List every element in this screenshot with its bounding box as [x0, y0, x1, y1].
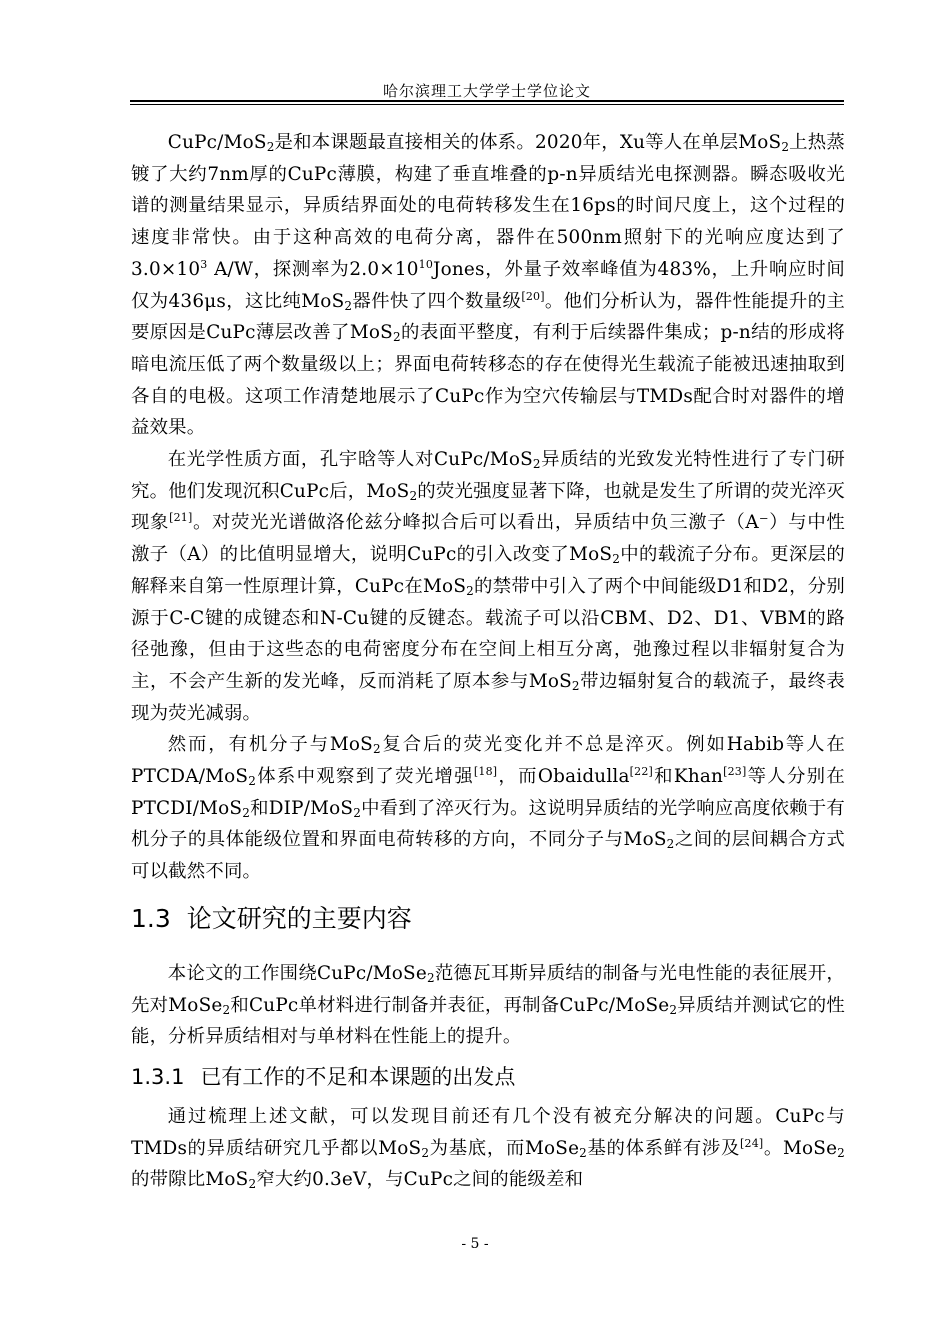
citation: [24]	[740, 1136, 764, 1150]
citation: [22]	[629, 765, 654, 779]
citation: [20]	[521, 289, 545, 303]
subsection-title: 已有工作的不足和本课题的出发点	[200, 1064, 516, 1089]
page-body	[131, 127, 845, 1196]
header-rule	[130, 100, 844, 105]
page-header: 哈尔滨理工大学学士学位论文	[382, 82, 591, 100]
subsection-number: 1.3.1	[131, 1064, 185, 1089]
citation: [21]	[169, 511, 193, 525]
section-heading	[131, 898, 845, 940]
subsection-heading	[131, 1057, 845, 1097]
section-number: 1.3	[131, 903, 171, 933]
paragraph-1: CuPc/MoS$_2$是和本课题最直接相关的体系。2020年，Xu等人在单层MoS$_2$上热蒸镀了大约7nm厚的CuPc薄膜，构建了垂直堆叠的p-n异质结光电探测器。瞬态吸收光谱的测量结果显示，异质结界面处的电荷转移发生在16ps的时间尺度上，这个过程的速度非常快。由于这种高效的电荷分离，器件在500nm照射下的光响应度达到了$3.0\times 10^3$ A/W，探测率为$2.0\times 10^{10}Jones$，外量子效率峰值为483%，上升响应时间仅为436μs，这比纯MoS$_2$器件快了四个数量级[20]。他们分析认为，器件性能提升的主要原因是CuPc薄层改善了MoS$_2$的表面平整度，有利于后续器件集成；p-n结的形成将暗电流压低了两个数量级以上；界面电荷转移态的存在使得光生载流子能被迅速抽取到各自的电极。这项工作清楚地展示了CuPc作为空穴传输层与TMDs配合时对器件的增益效果。	[131, 132, 846, 439]
paragraph-2: 在光学性质方面，孔宇晗等人对CuPc/MoS$_2$异质结的光致发光特性进行了专门研究。他们发现沉积CuPc后，MoS$_2$的荧光强度显著下降，也就是发生了所谓的荧光淬灭现象[21]。对荧光光谱做洛伦兹分峰拟合后可以看出，异质结中负三激子（A⁻）与中性激子（A）的比值明显增大，说明CuPc的引入改变了MoS$_2$中的载流子分布。更深层的解释来自第一性原理计算，CuPc在MoS$_2$的禁带中引入了两个中间能级D1和D2，分别源于C-C键的成键态和N-Cu键的反键态。载流子可以沿CBM、D2、D1、VBM的路径弛豫，但由于这些态的电荷密度分布在空间上相互分离，弛豫过程以非辐射复合为主，不会产生新的发光峰，反而消耗了原本参与MoS$_2$带边辐射复合的载流子，最终表现为荧光减弱。	[131, 449, 845, 724]
citation: [23]	[723, 765, 747, 779]
citation: [18]	[473, 765, 498, 779]
page-number: - 5 -	[461, 1236, 489, 1252]
paragraph-3: 然而，有机分子与MoS$_2$复合后的荧光变化并不总是淬灭。例如Habib等人在PTCDA/MoS$_2$体系中观察到了荧光增强[18]，而Obaidulla[22]和Khan[23]等人分别在PTCDI/MoS$_2$和DIP/MoS$_2$中看到了淬灭行为。这说明异质结的光学响应高度依赖于有机分子的具体能级位置和界面电荷转移的方向，不同分子与MoS$_2$之间的层间耦合方式可以截然不同。	[131, 734, 846, 883]
section-title: 论文研究的主要内容	[186, 903, 412, 933]
paragraph-5: 通过梳理上述文献，可以发现目前还有几个没有被充分解决的问题。CuPc与TMDs的异质结研究几乎都以MoS$_2$为基底，而MoSe$_2$基的体系鲜有涉及[24]。MoSe$_2$的带隙比MoS$_2$窄大约0.3eV，与CuPc之间的能级差和	[131, 1105, 845, 1192]
paragraph-4: 本论文的工作围绕CuPc/MoSe$_2$范德瓦耳斯异质结的制备与光电性能的表征展开，先对MoSe$_2$和CuPc单材料进行制备并表征，再制备CuPc/MoSe$_2$异质结并测试它的性能，分析异质结相对与单材料在性能上的提升。	[131, 962, 845, 1048]
